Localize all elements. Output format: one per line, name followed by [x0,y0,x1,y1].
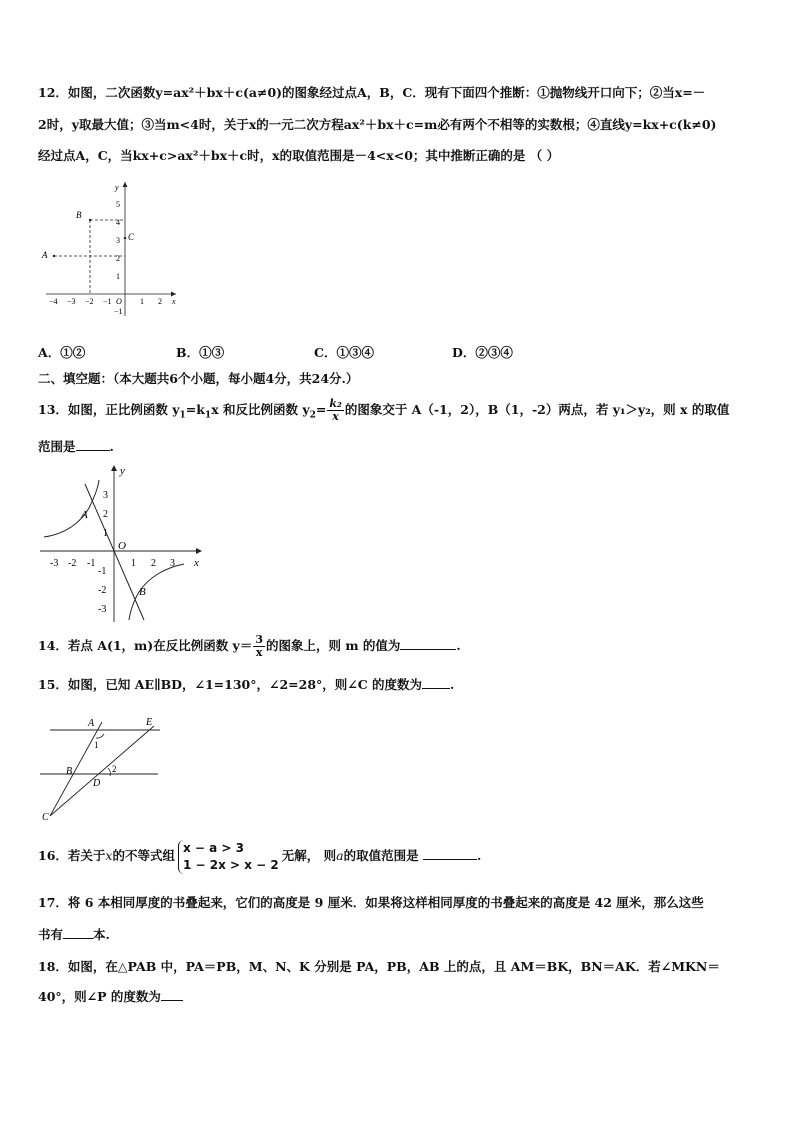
q13-xtick: -1 [87,558,96,569]
q12-y-axis-label: y [115,183,119,192]
q12-option-a: A．①② [38,345,86,360]
q12-xtick: 1 [140,297,144,306]
q15-figure [36,712,166,824]
q16-line: 16．若关于x的不等式组 x − a > 3 1 − 2x > x − 2 无解， 则a的取值范围是 . [38,840,482,872]
q12-origin: O [116,297,122,306]
q18-line-2: 40°，则∠P 的度数为 [38,988,183,1006]
q15-label-A: A [88,718,95,729]
q12-xtick: 2 [158,297,162,306]
q14-line: 14．若点 A(1，m)在反比例函数 y＝ $\frac{3}{x}$ 的图象上，则 m 的值为 . [38,633,461,659]
q13-ytick: 2 [103,509,108,520]
q12-ytick: 1 [116,272,120,281]
q13-point-A: A [81,509,88,521]
q13-point-B: B [139,586,146,598]
q13-y-axis-label: y [120,465,125,477]
q12-line-3: 经过点A，C，当kx+c>ax²＋bx＋c时，x的取值范围是－4<x<0；其中推断正确的是 （ ） [38,148,560,163]
q12-line-2: 2时，y取最大值；③当m<4时，关于x的一元二次方程ax²＋bx＋c=m必有两个不相等的实数根；④直线y=kx+c(k≠0) [38,117,717,132]
q13-xtick: -3 [50,558,59,569]
q12-option-c: C．①③④ [314,345,374,360]
q12-xtick: −1 [103,297,112,306]
q13-line-2: 范围是 . [38,439,114,454]
q15-label-D: D [93,778,101,789]
q13-xtick: 2 [151,558,156,569]
q13-ytick: 1 [103,528,108,539]
q16-inequality-system: x − a > 3 1 − 2x > x − 2 [178,840,279,874]
q12-ytick: −1 [114,307,123,316]
q15-label-C: C [42,812,49,823]
q12-xtick: −2 [85,297,94,306]
section-heading: 二、填空题：（本大题共6个小题，每小题4分，共24分.） [38,371,359,386]
q12-ytick: 4 [116,218,120,227]
q13-graph [36,462,206,624]
q12-point-C: C [128,232,135,242]
q15-label-2: 2 [112,764,117,774]
q13-x-axis-label: x [194,557,199,569]
q13-line-1: 13．如图，正比例函数 $y_1=k_1x$ 和反比例函数 $y_2=$ $\frac{\text{k₂}}{x}$ 的图象交于 A（-1，2），B（1，-2）两点，若 y₁＞y₂，则 x 的取值 [38,397,730,423]
q12-option-d: D．②③④ [452,345,513,360]
q13-xtick: 3 [170,558,175,569]
q17-line-2: 书有 本. [38,927,110,942]
q13-ytick: -3 [98,604,107,615]
q14-fraction: $\frac{3}{x}$ [255,633,263,659]
q13-xtick: 1 [131,558,136,569]
q15-label-B: B [66,766,73,777]
q12-option-b: B．①③ [176,345,225,360]
q12-xtick: −4 [49,297,58,306]
q15-label-1: 1 [94,740,99,750]
q15-line: 15．如图，已知 AE∥BD，∠1=130°，∠2=28°，则∠C 的度数为 . [38,677,455,692]
q13-ytick: 3 [103,490,108,501]
q12-graph [36,178,186,318]
q13-fraction: $\frac{\text{k₂}}{x}$ [329,397,342,423]
q12-point-A: A [42,250,48,260]
q13-ytick: -2 [98,585,107,596]
q12-line-1: 12．如图，二次函数y=ax²＋bx＋c(a≠0)的图象经过点A，B，C．现有下面四个推断：①抛物线开口向下；②当x=－ [38,85,706,100]
q12-ytick: 2 [116,254,120,263]
q13-origin: O [118,540,126,552]
q12-x-axis-label: x [172,297,176,306]
q12-ytick: 3 [116,236,120,245]
q12-point-B: B [76,210,82,220]
q13-xtick: -2 [68,558,77,569]
q12-ytick: 5 [116,200,120,209]
q12-xtick: −3 [67,297,76,306]
q15-label-E: E [146,717,153,728]
q18-line-1: 18．如图，在△PAB 中，PA＝PB，M、N、K 分别是 PA，PB，AB 上的点，且 AM＝BK，BN＝AK．若∠MKN＝ [38,959,720,974]
q17-line-1: 17．将 6 本相同厚度的书叠起来，它们的高度是 9 厘米．如果将这样相同厚度的书叠起来的高度是 42 厘米，那么这些 [38,895,704,910]
q13-ytick: -1 [98,566,107,577]
